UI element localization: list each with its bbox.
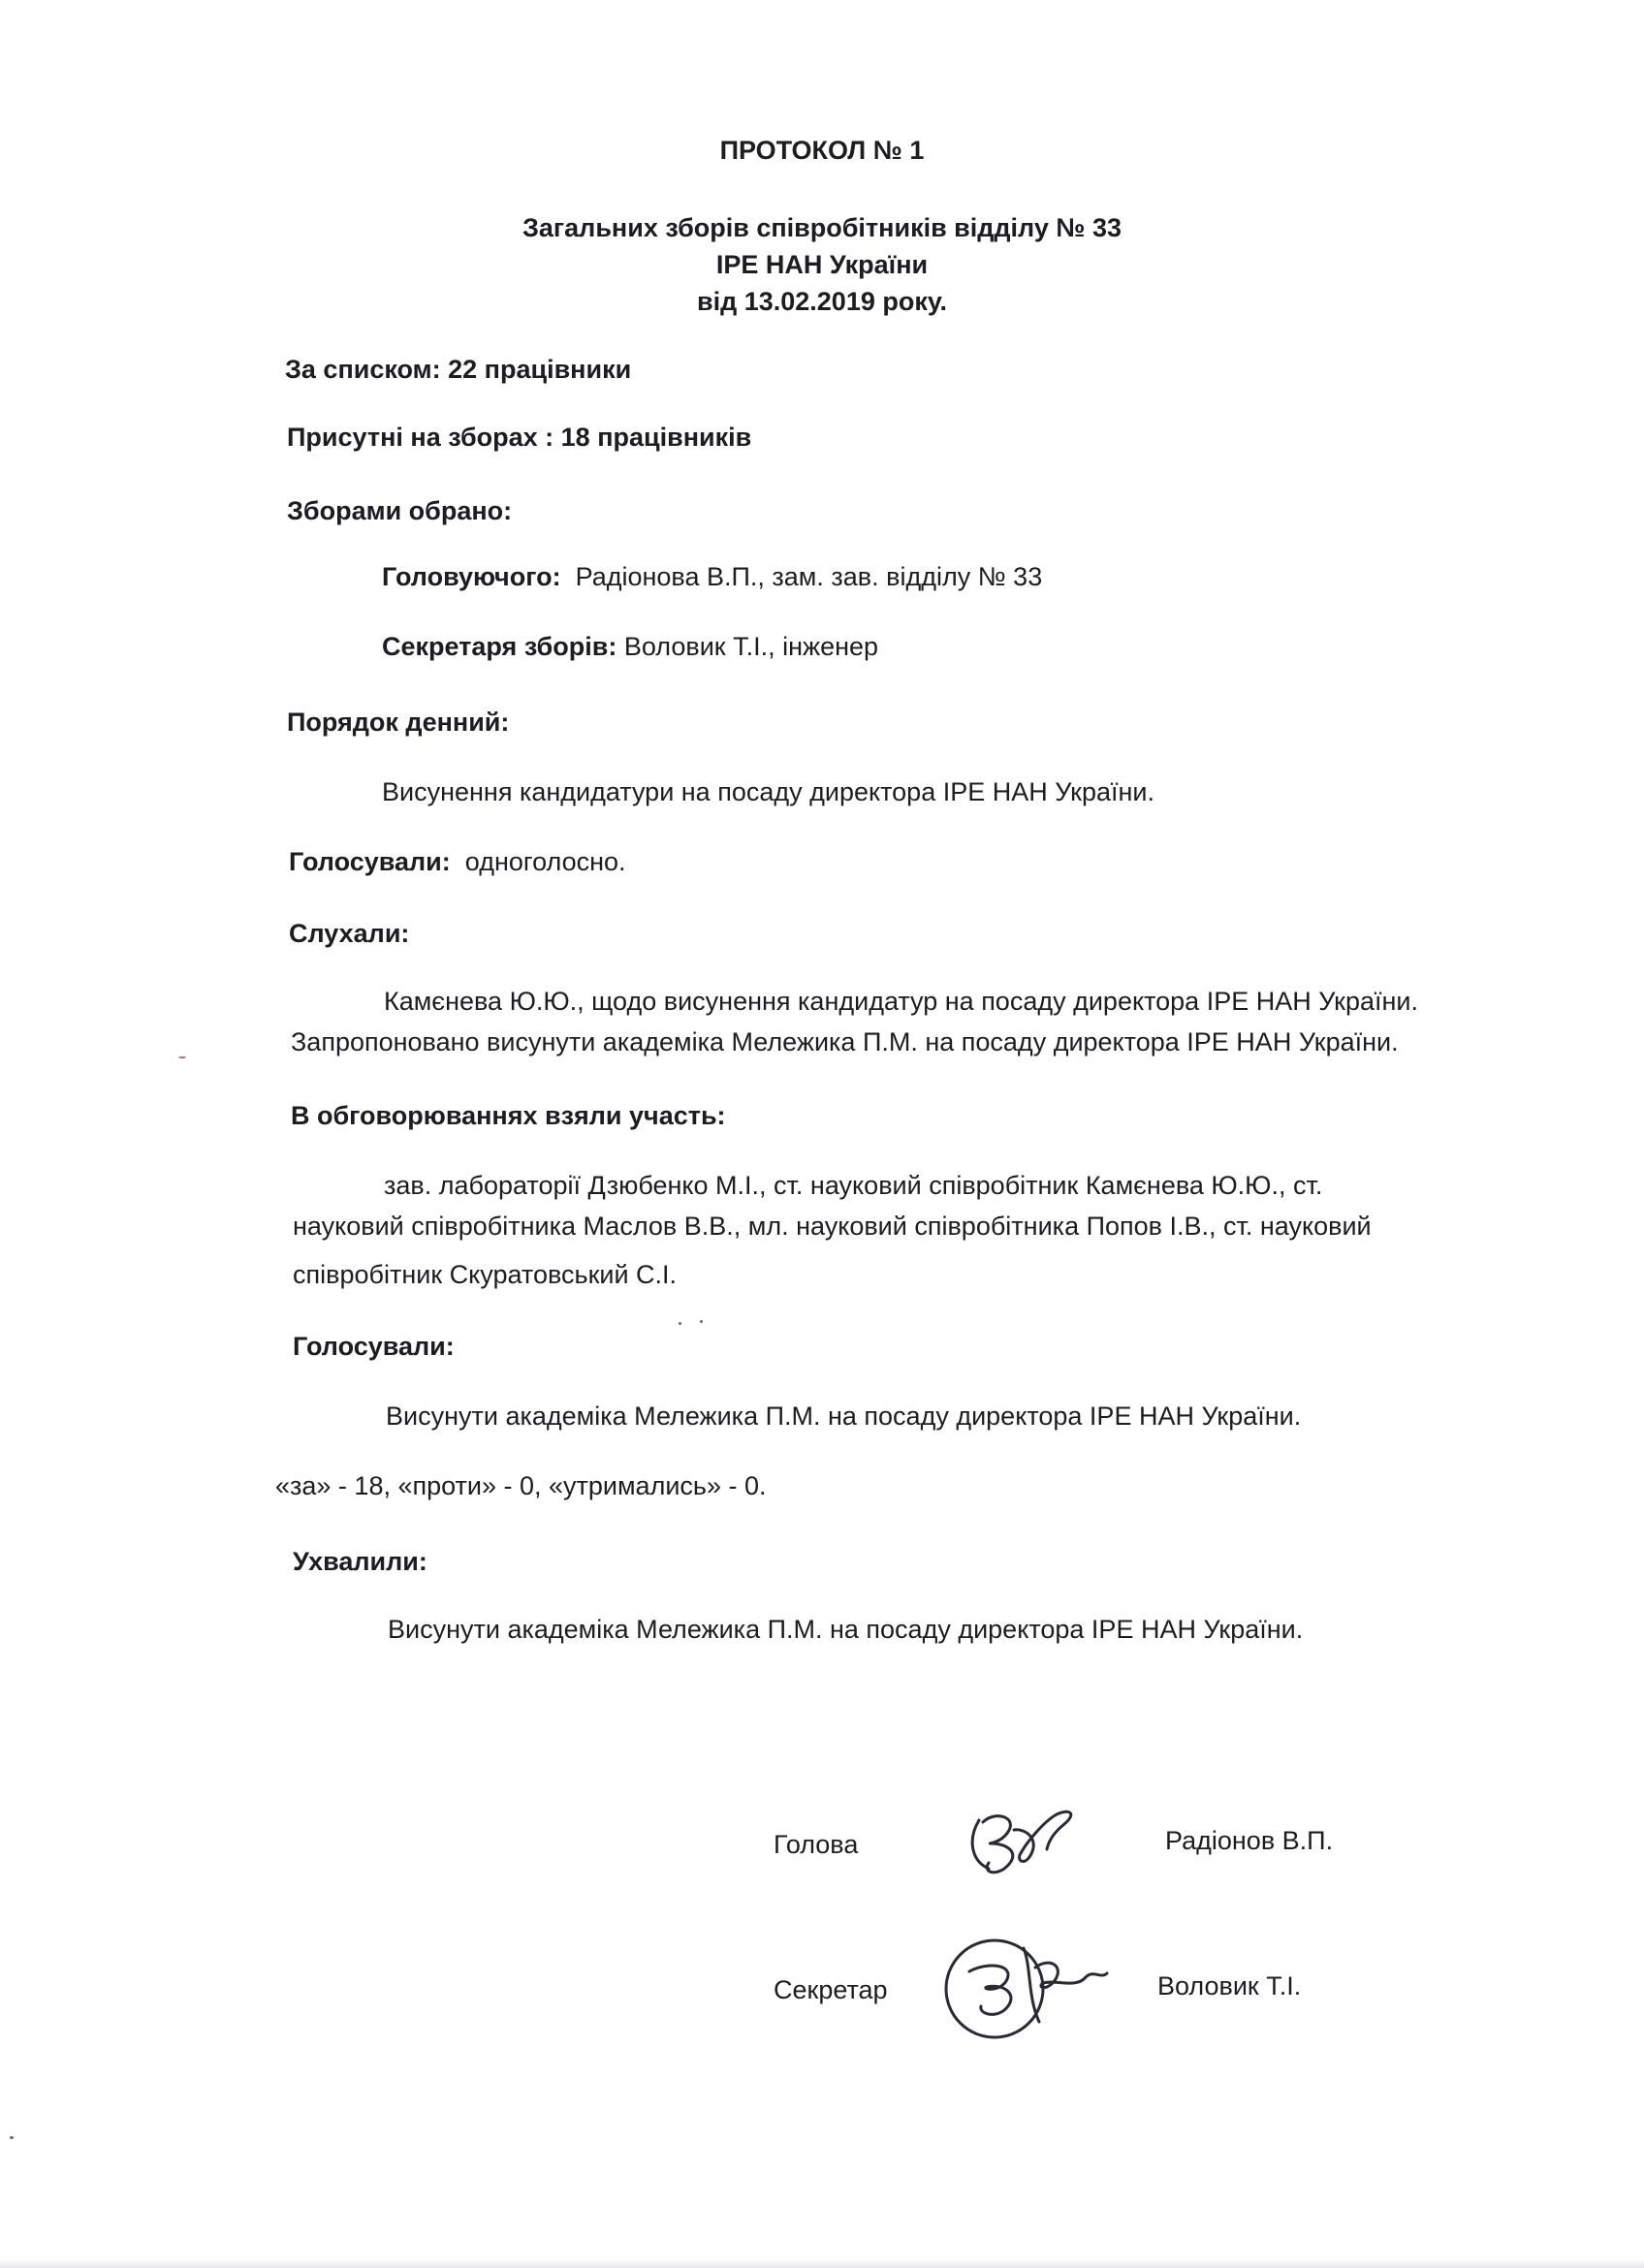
heard-heading: Слухали: [289, 919, 410, 948]
vote2-text: Висунути академіка Мележика П.М. на посаду директора ІРЕ НАН України. [386, 1402, 1302, 1431]
elected-heading: Зборами обрано: [287, 496, 513, 525]
secretary-role: Секретар [774, 1975, 888, 2004]
discussion-heading: В обговорюваннях взяли участь: [291, 1101, 726, 1130]
scan-speck [178, 1056, 186, 1058]
head-name: Радіонов В.П. [1165, 1826, 1334, 1855]
secretary-signature-icon [931, 1929, 1124, 2055]
chair-row [382, 560, 1042, 593]
scan-speck [10, 2136, 14, 2139]
discussion-line-2: науковий співробітника Маслов В.В., мл. науковий співробітника Попов І.В., ст. науковий [293, 1212, 1372, 1241]
secretary-name: Воловик Т.І. [1157, 1971, 1302, 2000]
subtitle-line-2: ІРЕ НАН України [715, 250, 929, 279]
head-role: Голова [774, 1830, 859, 1859]
heard-line-2: Запропоновано висунути академіка Мележика П.М. на посаду директора ІРЕ НАН України. [291, 1027, 1399, 1056]
vote1-row [289, 845, 626, 878]
heard-line-1: Камєнева Ю.Ю., щодо висунення кандидатур на посаду директора ІРЕ НАН України. [384, 987, 1419, 1016]
secretary-label: Секретаря зборів: [382, 632, 617, 661]
agenda-item: Висунення кандидатури на посаду директора ІРЕ НАН України. [382, 777, 1155, 806]
discussion-line-1: зав. лабораторії Дзюбенко М.І., ст. науковий співробітник Камєнева Ю.Ю., ст. [384, 1171, 1323, 1200]
vote2-heading: Голосували: [293, 1332, 455, 1361]
secretary-value: Воловик Т.І., інженер [623, 632, 879, 661]
approved-heading: Ухвалили: [293, 1547, 427, 1576]
list-count: За списком: 22 працівники [285, 355, 632, 384]
protocol-title: ПРОТОКОЛ № 1 [719, 136, 925, 165]
chair-value: Радіонова В.П., зам. зав. відділу № 33 [575, 562, 1043, 591]
secretary-row [382, 630, 878, 663]
discussion-line-3: співробітник Скуратовський С.І. [293, 1260, 678, 1289]
subtitle-line-1: Загальних зборів співробітників відділу № 33 [522, 213, 1122, 242]
present-count: Присутні на зборах : 18 працівників [287, 423, 752, 452]
scan-bottom-edge [0, 2258, 1644, 2268]
scan-speck [679, 1322, 681, 1325]
subtitle-line-3: від 13.02.2019 року. [696, 287, 948, 316]
vote1-label: Голосували: [289, 847, 451, 876]
approved-text: Висунути академіка Мележика П.М. на посаду директора ІРЕ НАН України. [388, 1615, 1304, 1644]
vote2-result: «за» - 18, «проти» - 0, «утримались» - 0. [275, 1471, 767, 1500]
head-signature-icon [950, 1801, 1105, 1888]
scan-speck [700, 1320, 703, 1323]
agenda-heading: Порядок денний: [287, 708, 510, 737]
chair-label: Головуючого: [382, 562, 561, 591]
vote1-value: одноголосно. [464, 847, 626, 876]
